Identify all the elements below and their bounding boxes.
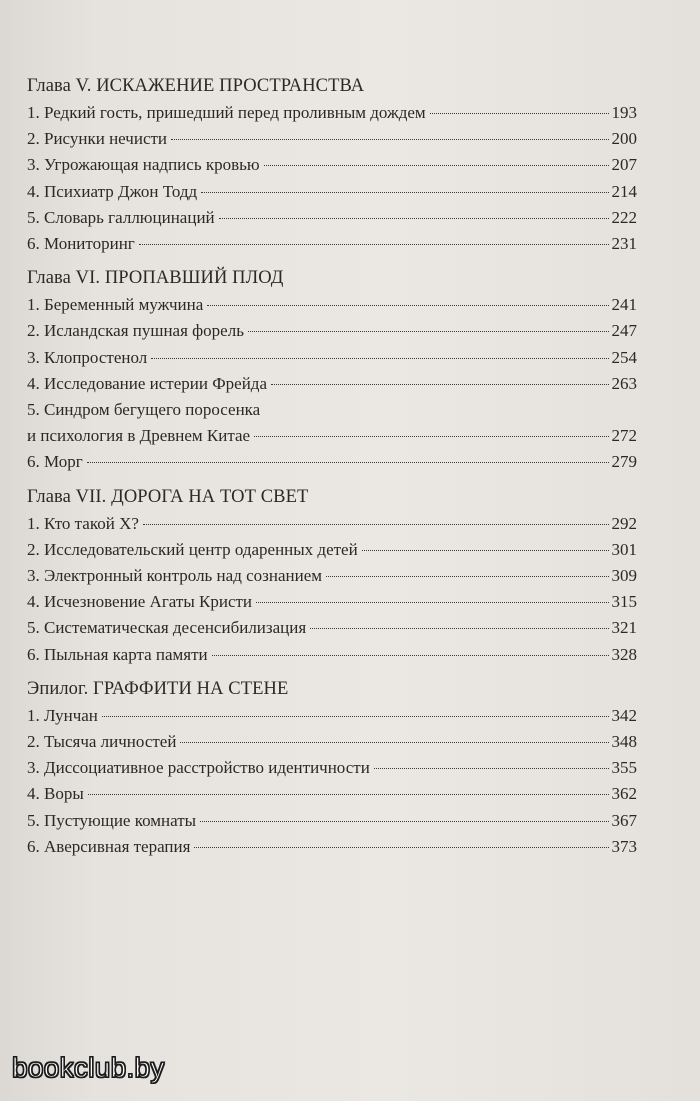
page-number: 231 [611, 234, 637, 254]
chapter-title: Глава VI. ПРОПАВШИЙ ПЛОД [27, 268, 284, 289]
entry-title: 3. Электронный контроль над сознанием [27, 566, 323, 586]
dot-leader [219, 218, 609, 219]
toc-entry [27, 423, 637, 449]
toc-entry [27, 511, 637, 537]
dot-leader [271, 384, 609, 385]
page-number: 321 [611, 618, 637, 638]
entry-title: 1. Редкий гость, пришедший перед проливным дождем [27, 103, 426, 122]
page-number: 373 [611, 836, 637, 856]
page-number: 362 [611, 784, 637, 804]
page-number: 263 [611, 373, 637, 393]
toc-entry [27, 449, 637, 475]
dot-leader [430, 113, 609, 114]
page-number: 355 [611, 758, 637, 778]
entry-title: 1. Лунчан [27, 705, 98, 725]
page-number: 222 [611, 207, 637, 227]
toc-entry [27, 179, 637, 205]
dot-leader [254, 436, 608, 437]
toc-entry [27, 703, 637, 729]
entry-title-continuation: и психология в Древнем Китае [27, 426, 251, 446]
entry-title: 4. Исчезновение Агаты Кристи [27, 592, 253, 612]
toc-entry [27, 589, 637, 615]
toc-entry [27, 292, 637, 318]
page-number: 241 [611, 295, 637, 315]
dot-leader [87, 462, 609, 463]
chapter-section [27, 265, 637, 475]
entry-title: 2. Рисунки нечисти [27, 129, 168, 149]
dot-leader [207, 305, 608, 306]
entry-title: 1. Кто такой Х? [27, 513, 139, 533]
dot-leader [180, 742, 608, 743]
page-number: 367 [611, 810, 637, 830]
chapter-section [27, 73, 637, 257]
dot-leader [139, 244, 609, 245]
entry-title: 4. Психиатр Джон Тодд [27, 181, 198, 201]
chapter-title: Эпилог. ГРАФФИТИ НА СТЕНЕ [27, 678, 289, 699]
entry-title: 3. Диссоциативное расстройство идентичности [27, 758, 370, 778]
toc-entry [27, 537, 637, 563]
site-watermark: bookclub.by [12, 1052, 165, 1083]
page-number: 272 [611, 426, 637, 446]
dot-leader [151, 358, 608, 359]
toc-entry [27, 345, 637, 371]
entry-title: 6. Мониторинг [27, 234, 135, 254]
dot-leader [256, 602, 608, 603]
toc-entry [27, 231, 637, 257]
dot-leader [102, 716, 609, 717]
toc-entry [27, 371, 637, 397]
entry-title: 3. Клопростенол [27, 347, 148, 367]
chapter-section [27, 484, 637, 668]
dot-leader [201, 192, 608, 193]
page-number: 207 [611, 155, 637, 175]
entry-title: 5. Пустующие комнаты [27, 810, 197, 830]
toc-entry [27, 563, 637, 589]
toc-entry [27, 318, 637, 344]
entry-title: 6. Пыльная карта памяти [27, 644, 208, 664]
page-number: 214 [611, 181, 637, 201]
table-of-contents [27, 73, 637, 868]
toc-entry [27, 642, 637, 668]
entry-title: 5. Синдром бегущего поросенка [27, 400, 261, 420]
chapter-section [27, 676, 637, 860]
page-number: 301 [611, 539, 637, 559]
toc-entry [27, 126, 637, 152]
dot-leader [326, 576, 608, 577]
dot-leader [171, 139, 608, 140]
toc-entry [27, 755, 637, 781]
entry-title: 2. Исследовательский центр одаренных детей [27, 539, 358, 559]
entry-title: 1. Беременный мужчина [27, 295, 204, 315]
page-number: 348 [611, 732, 637, 752]
entry-title: 4. Исследование истерии Фрейда [27, 373, 267, 393]
entry-title: 2. Тысяча личностей [27, 732, 177, 752]
entry-title: 5. Словарь галлюцинаций [27, 207, 215, 227]
toc-entry [27, 152, 637, 178]
toc-entry [27, 808, 637, 834]
entry-title: 3. Угрожающая надпись кровью [27, 155, 260, 175]
page-number: 315 [611, 592, 637, 612]
toc-entry [27, 781, 637, 807]
toc-entry [27, 834, 637, 860]
dot-leader [200, 821, 608, 822]
dot-leader [374, 768, 609, 769]
toc-entry [27, 100, 637, 126]
page-number: 309 [611, 566, 637, 586]
dot-leader [194, 847, 608, 848]
toc-entry [27, 205, 637, 231]
page-number: 292 [611, 513, 637, 533]
entry-title: 6. Морг [27, 452, 83, 472]
chapter-title: Глава VII. ДОРОГА НА ТОТ СВЕТ [27, 486, 309, 507]
page-number: 200 [611, 129, 637, 149]
dot-leader [310, 628, 608, 629]
entry-title: 5. Систематическая десенсибилизация [27, 618, 307, 638]
page-number: 193 [611, 103, 637, 122]
entry-title: 6. Аверсивная терапия [27, 836, 191, 856]
page-number: 247 [611, 321, 637, 341]
dot-leader [88, 794, 609, 795]
dot-leader [362, 550, 609, 551]
page-number: 328 [611, 644, 637, 664]
dot-leader [248, 331, 609, 332]
page-number: 279 [611, 452, 637, 472]
toc-entry [27, 729, 637, 755]
dot-leader [264, 165, 609, 166]
entry-title: 2. Исландская пушная форель [27, 321, 244, 341]
page-number: 254 [611, 347, 637, 367]
chapter-title: Глава V. ИСКАЖЕНИЕ ПРОСТРАНСТВА [27, 76, 365, 96]
entry-title: 4. Воры [27, 784, 84, 804]
page-number: 342 [611, 705, 637, 725]
toc-entry [27, 615, 637, 641]
dot-leader [212, 655, 609, 656]
dot-leader [143, 524, 609, 525]
